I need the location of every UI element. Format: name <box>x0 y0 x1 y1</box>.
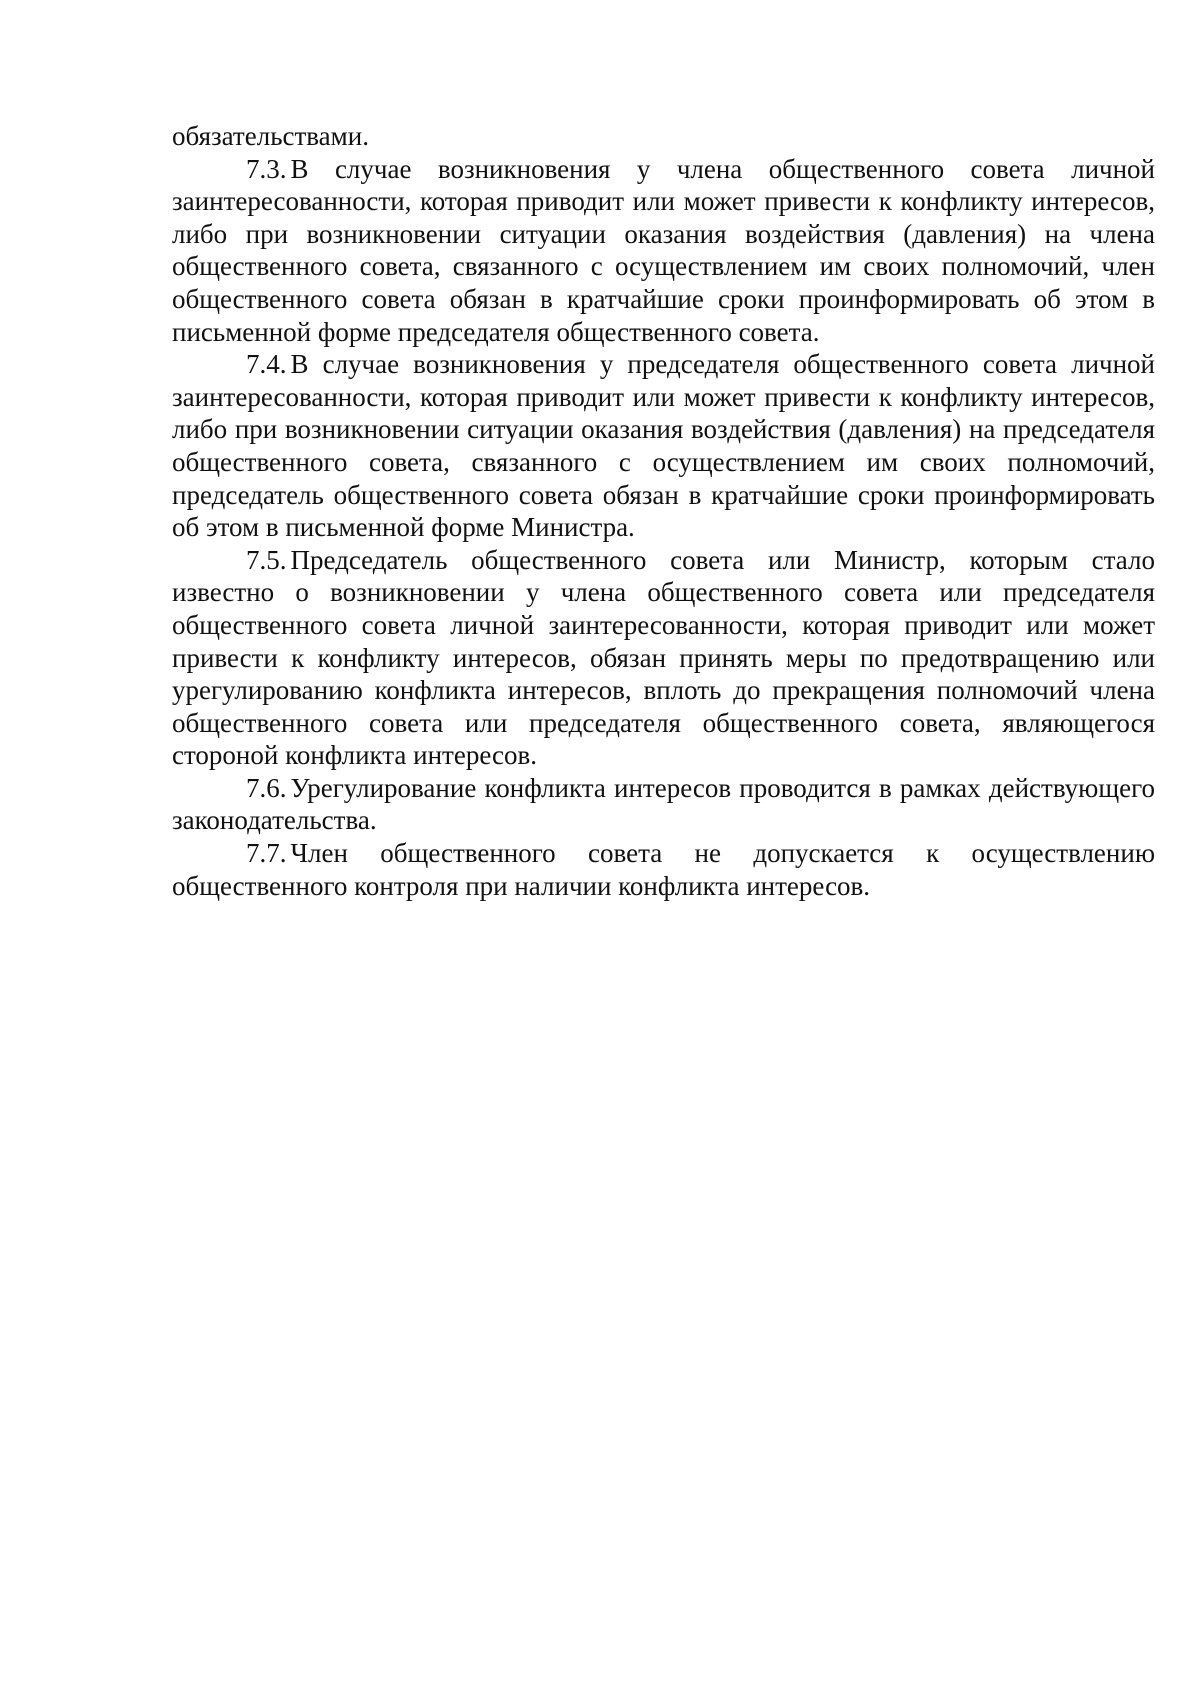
paragraph-number: 7.7. <box>246 838 287 869</box>
paragraph-number: 7.4. <box>246 349 287 380</box>
paragraph-text: Член общественного совета не допускается к осуществлению общественного контроля при наличии конфликта интересов. <box>172 838 1155 901</box>
paragraph-7-6 <box>172 772 1155 837</box>
paragraph-7-3 <box>172 153 1155 349</box>
paragraph-number: 7.3. <box>246 153 287 184</box>
paragraph-7-4 <box>172 348 1155 544</box>
paragraph-text: В случае возникновения у председателя общественного совета личной заинтересованности, которая приводит или может привести к конфликту интересов, либо при возникновении ситуации оказания воздействия (давления) на председателя общественного совета, связанного с осуществлением им своих полномочий, председатель общественного совета обязан в кратчайшие сроки проинформировать об этом в письменной форме Министра. <box>172 349 1155 543</box>
document-body <box>172 120 1155 902</box>
paragraph-7-5 <box>172 544 1155 772</box>
paragraph-number: 7.5. <box>246 544 287 575</box>
paragraph-number: 7.6. <box>246 772 287 803</box>
paragraph-text: Урегулирование конфликта интересов проводится в рамках действующего законодательства. <box>172 772 1155 836</box>
paragraph-text: Председатель общественного совета или Министр, которым стало известно о возникновении у члена общественного совета или председателя общественного совета личной заинтересованности, которая приводит или может привести к конфликту интересов, обязан принять меры по предотвращению или урегулированию конфликта интересов, вплоть до прекращения полномочий члена общественного совета или председателя общественного совета, являющегося стороной конфликта интересов. <box>172 544 1155 771</box>
paragraph-7-7 <box>172 837 1155 902</box>
paragraph-text: В случае возникновения у члена общественного совета личной заинтересованности, которая приводит или может привести к конфликту интересов, либо при возникновении ситуации оказания воздействия (давления) на члена общественного совета, связанного с осуществлением им своих полномочий, член общественного совета обязан в кратчайшие сроки проинформировать об этом в письменной форме председателя общественного совета. <box>172 153 1155 347</box>
continuation-line: обязательствами. <box>172 121 369 151</box>
